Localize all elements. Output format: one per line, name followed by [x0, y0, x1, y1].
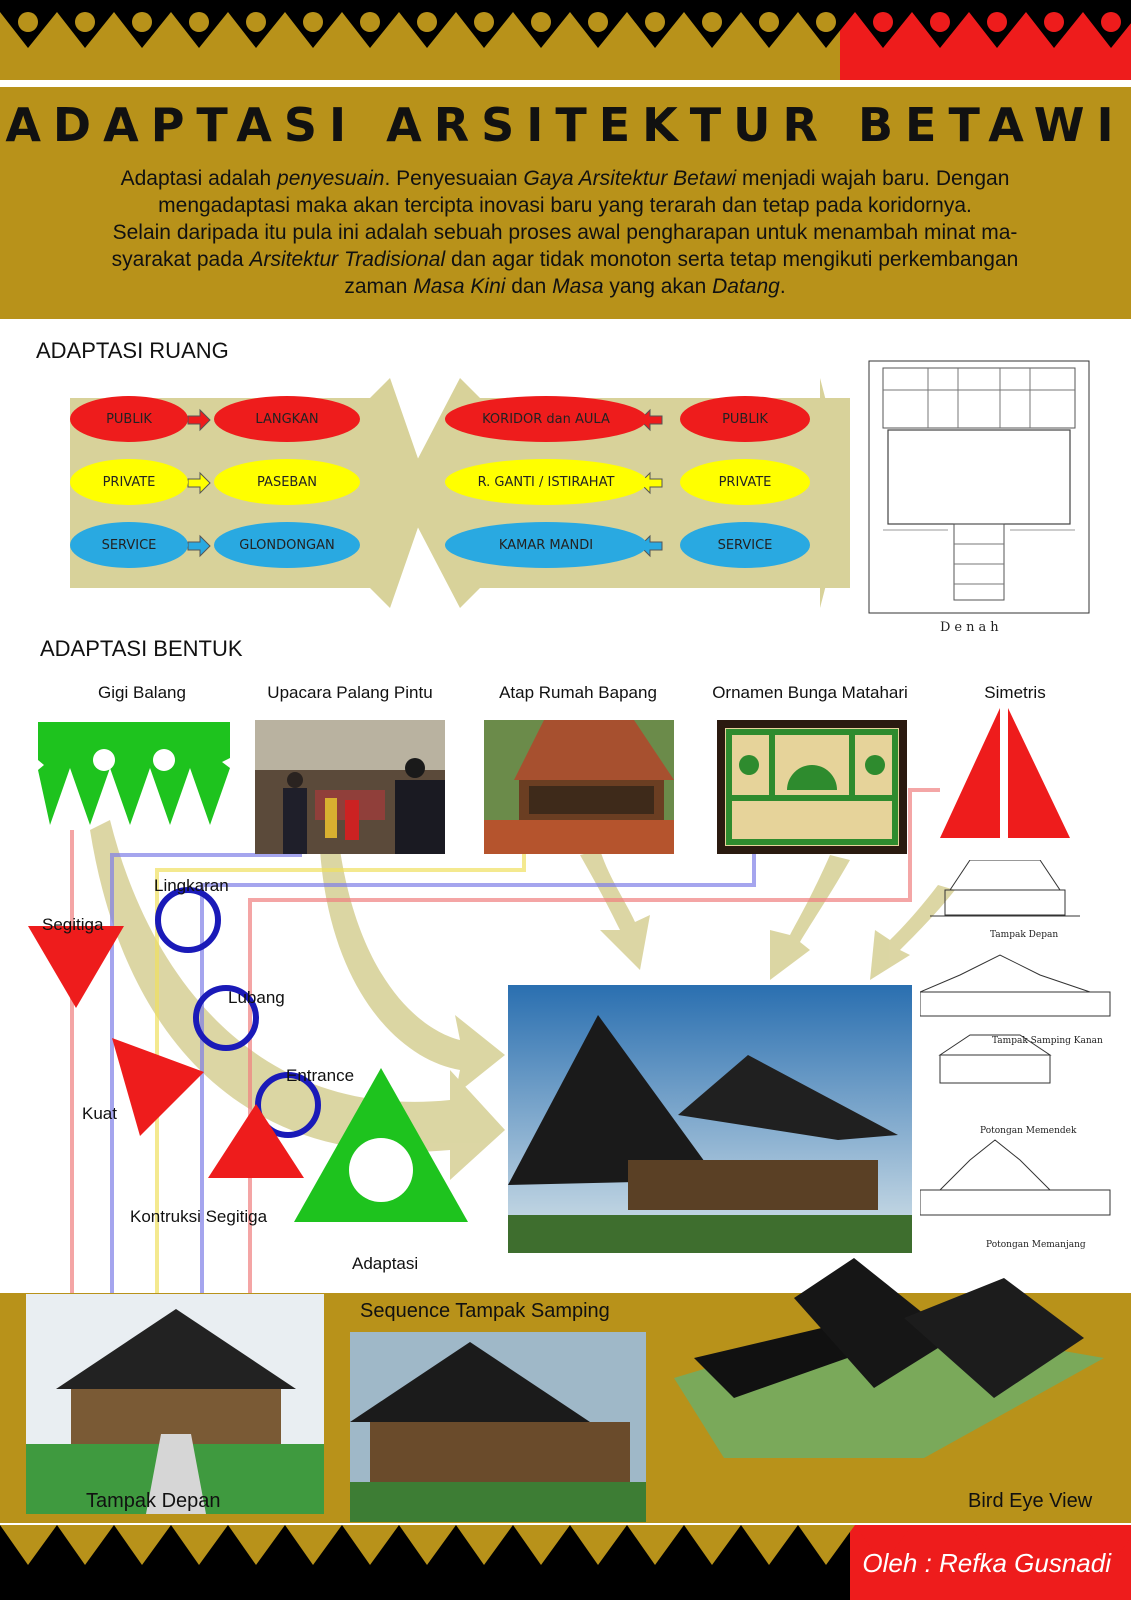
top-border-dot	[588, 12, 608, 32]
top-border-dot	[1101, 12, 1121, 32]
label-lubang: Lubang	[228, 988, 285, 1007]
top-border-dot	[873, 12, 893, 32]
oval-kamar-mandi: KAMAR MANDI	[445, 522, 647, 568]
intro-paragraph	[40, 165, 1090, 300]
oval-service-right: SERVICE	[680, 522, 810, 568]
oval-service: SERVICE	[70, 522, 188, 568]
bird-eye-photo	[674, 1258, 1104, 1478]
label-atap-rumah-bapang: Atap Rumah Bapang	[499, 683, 657, 702]
intro-text: syarakat pada	[111, 248, 250, 271]
intro-text: zaman	[344, 275, 414, 298]
intro-text: Masa	[552, 275, 604, 298]
palang-pintu-photo	[255, 720, 445, 854]
top-border-dot	[702, 12, 722, 32]
denah-floor-plan	[868, 360, 1090, 614]
label-entrance: Entrance	[286, 1066, 355, 1085]
main-render-photo	[508, 985, 912, 1253]
label-kontruksi: Kontruksi Segitiga	[130, 1207, 268, 1226]
oval-publik: PUBLIK	[70, 396, 188, 442]
intro-text: Selain daripada itu pula ini adalah sebuah proses awal pengharapan untuk menambah minat ma-	[112, 221, 1018, 244]
top-border-dot	[417, 12, 437, 32]
top-border-dot	[987, 12, 1007, 32]
ornamen-bunga-matahari-photo	[717, 720, 907, 854]
label-bird-eye: Bird Eye View	[968, 1490, 1093, 1512]
denah-label: Denah	[940, 620, 1003, 635]
oval-publik-right: PUBLIK	[680, 396, 810, 442]
intro-text: yang akan	[603, 275, 713, 298]
top-border-dot	[930, 12, 950, 32]
label-lingkaran: Lingkaran	[154, 876, 229, 895]
top-border-dot	[474, 12, 494, 32]
intro-text: mengadaptasi maka akan tercipta inovasi baru yang terarah dan tetap pada koridornya.	[158, 194, 972, 217]
top-border-dot	[75, 12, 95, 32]
label-potongan-memendek: Potongan Memendek	[980, 1126, 1077, 1136]
label-segitiga: Segitiga	[42, 915, 104, 934]
top-border-dot	[531, 12, 551, 32]
top-border-dot	[132, 12, 152, 32]
author-credit: Oleh : Refka Gusnadi	[862, 1548, 1111, 1578]
label-tampak-depan: Tampak Depan	[86, 1490, 221, 1512]
top-border-dot	[645, 12, 665, 32]
top-border-dot	[18, 12, 38, 32]
tampak-depan-photo	[26, 1294, 324, 1514]
oval-glondongan: GLONDONGAN	[214, 522, 360, 568]
oval-private: PRIVATE	[70, 459, 188, 505]
page-title: ADAPTASI ARSITEKTUR BETAWI	[5, 98, 1126, 152]
intro-text: . Penyesuaian	[384, 167, 524, 190]
label-gigi-balang: Gigi Balang	[98, 683, 186, 702]
oval-r-ganti: R. GANTI / ISTIRAHAT	[445, 459, 647, 505]
label-palang-pintu: Upacara Palang Pintu	[267, 683, 433, 702]
intro-text: dan	[505, 275, 553, 298]
intro-text: Gaya Arsitektur Betawi	[523, 167, 737, 190]
label-adaptasi: Adaptasi	[352, 1254, 419, 1273]
label-simetris: Simetris	[984, 683, 1046, 702]
intro-text: Datang	[712, 275, 780, 298]
oval-paseban: PASEBAN	[214, 459, 360, 505]
intro-text: dan agar tidak monoton serta tetap mengikuti perkembangan	[445, 248, 1019, 271]
top-border-dot	[816, 12, 836, 32]
oval-koridor-aula: KORIDOR dan AULA	[445, 396, 647, 442]
section-title-ruang: ADAPTASI RUANG	[36, 338, 229, 363]
label-potongan-memanjang: Potongan Memanjang	[986, 1240, 1086, 1250]
intro-text: Masa Kini	[413, 275, 506, 298]
label-ornamen: Ornamen Bunga Matahari	[712, 683, 908, 702]
section-title-bentuk: ADAPTASI BENTUK	[40, 636, 243, 661]
intro-text: .	[779, 275, 786, 298]
intro-text: Adaptasi adalah	[120, 167, 278, 190]
elevation-drawings	[920, 860, 1120, 1280]
top-border-dot	[1044, 12, 1064, 32]
label-kuat: Kuat	[82, 1104, 117, 1123]
label-sequence: Sequence Tampak Samping	[360, 1300, 610, 1322]
sequence-photo	[350, 1332, 646, 1522]
intro-text: menjadi wajah baru. Dengan	[736, 167, 1010, 190]
top-border-dot	[360, 12, 380, 32]
label-tampak-samping-kanan: Tampak Samping Kanan	[992, 1036, 1103, 1046]
intro-text: Arsitektur Tradisional	[249, 248, 446, 271]
top-border-dot	[303, 12, 323, 32]
intro-text: penyesuain	[277, 167, 385, 190]
top-border-dot	[246, 12, 266, 32]
label-tampak-depan-small: Tampak Depan	[990, 930, 1059, 940]
top-ornament-border	[0, 0, 1131, 80]
top-border-dot	[759, 12, 779, 32]
oval-private-right: PRIVATE	[680, 459, 810, 505]
oval-langkan: LANGKAN	[214, 396, 360, 442]
atap-rumah-bapang-photo	[484, 720, 674, 854]
top-border-dot	[189, 12, 209, 32]
